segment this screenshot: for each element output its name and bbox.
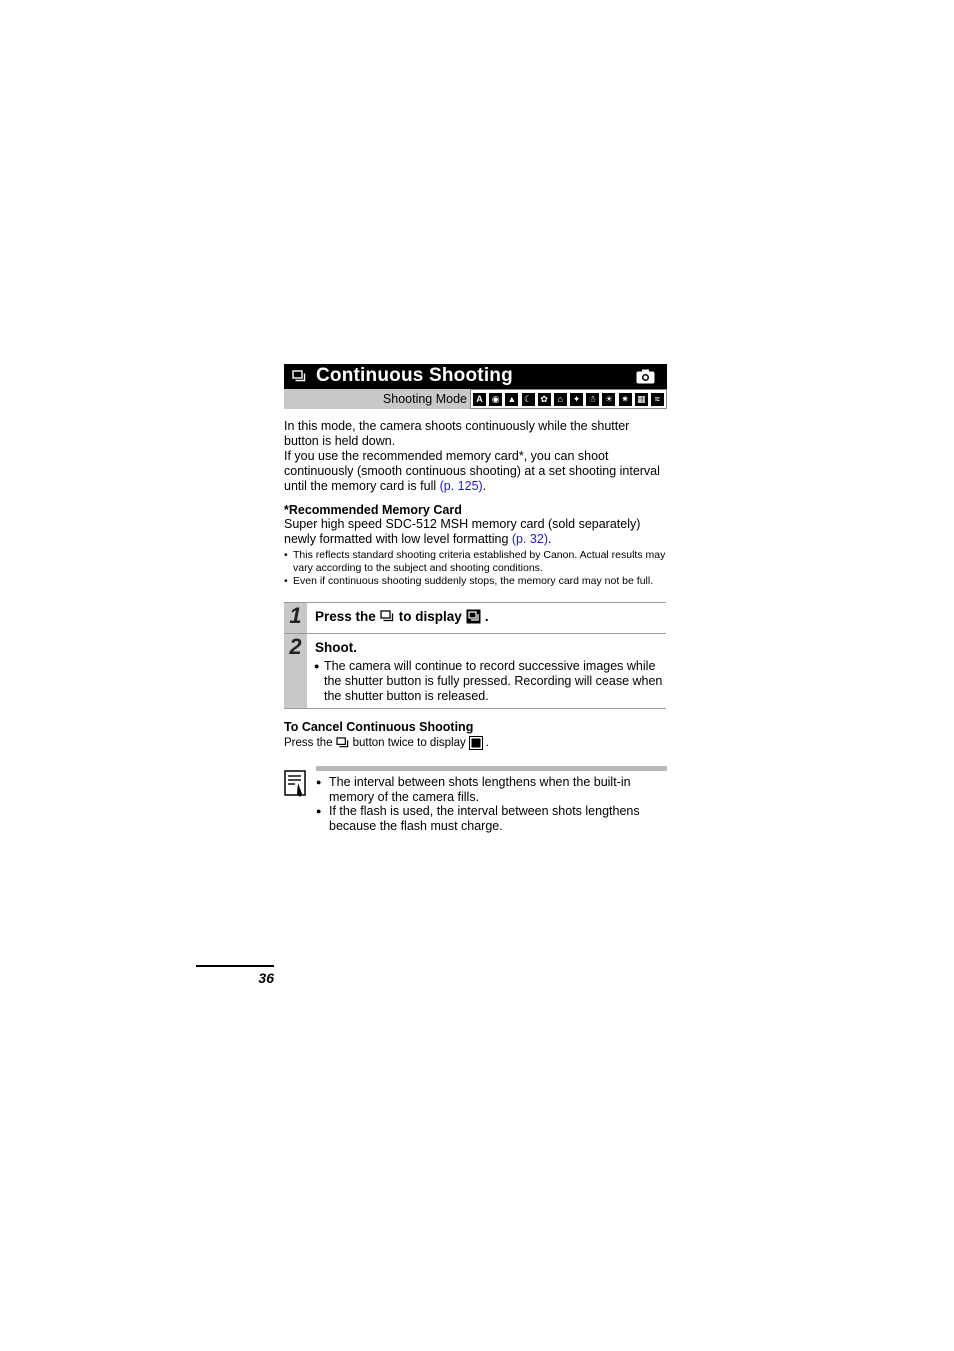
- recommended-card-body: Super high speed SDC-512 MSH memory card (sold separately) newly formatted with low level formatting: [284, 517, 641, 546]
- continuous-mode-display-icon: [466, 609, 481, 624]
- memo-icon: [284, 770, 306, 798]
- recommended-card-title: *Recommended Memory Card: [284, 503, 462, 517]
- portrait-icon: ◉: [489, 393, 502, 406]
- beach-icon: ☀: [602, 393, 615, 406]
- continuous-shooting-icon: [380, 610, 395, 623]
- list-item: • This reflects standard shooting criteria established by Canon. Actual results may vary according to the subject and shooting conditions.: [284, 549, 667, 575]
- step-bullet: ● The camera will continue to record successive images while the shutter button is fully pressed. Recording will cease when the shutter button is released.: [315, 659, 666, 704]
- section-title-bar: [284, 364, 667, 389]
- list-item: • Even if continuous shooting suddenly stops, the memory card may not be full.: [284, 575, 667, 588]
- manual-page: [284, 364, 667, 836]
- step-1-text-b: to display: [398, 608, 462, 624]
- step-1: [284, 602, 666, 633]
- cancel-title: To Cancel Continuous Shooting: [284, 720, 474, 734]
- page-number: 36: [258, 970, 274, 986]
- step-title: Shoot.: [315, 639, 357, 655]
- mode-icon-strip: [470, 389, 667, 409]
- foliage-icon: ✦: [570, 393, 583, 406]
- shooting-mode-label: Shooting Mode: [382, 392, 467, 406]
- recommended-card-end: .: [548, 532, 552, 546]
- intro-paragraph-2-text: If you use the recommended memory card*, you can shoot continuously (smooth continuous shooting) at a set shooting interval until the memory card is full: [284, 449, 660, 493]
- page-125-link[interactable]: (p. 125): [439, 479, 483, 493]
- step-body: [307, 634, 666, 708]
- landscape-icon: ▲: [505, 393, 518, 406]
- step-2: [284, 633, 666, 709]
- camera-icon: [636, 369, 655, 384]
- step-1-end: .: [484, 608, 489, 624]
- note-block: [284, 766, 667, 836]
- night-icon: ☾: [522, 393, 535, 406]
- cancel-text: [284, 736, 667, 750]
- note-list: [316, 775, 666, 833]
- section-title: Continuous Shooting: [316, 365, 513, 386]
- step-number: 1: [284, 603, 307, 633]
- snow-icon: ☃: [586, 393, 599, 406]
- step-body: [307, 603, 666, 633]
- continuous-shooting-icon: [292, 370, 307, 383]
- underwater-icon: ≈: [651, 393, 664, 406]
- page-32-link[interactable]: (p. 32): [511, 532, 549, 546]
- fireworks-icon: ✷: [619, 393, 632, 406]
- auto-mode-icon: A: [473, 393, 486, 406]
- step-number: 2: [284, 634, 307, 708]
- intro-paragraph-1: In this mode, the camera shoots continuously while the shutter button is held down.: [284, 419, 630, 448]
- kids-pets-icon: ✿: [538, 393, 551, 406]
- note-rule: [316, 766, 667, 771]
- single-shot-display-icon: [469, 736, 483, 750]
- step-1-text-a: Press the: [315, 608, 376, 624]
- footer-rule: [196, 965, 274, 967]
- aquarium-icon: ▦: [635, 393, 648, 406]
- list-item: ● The interval between shots lengthens when the built-in memory of the camera fills.: [316, 775, 666, 804]
- intro-paragraph-2: [284, 449, 667, 494]
- list-item: ● If the flash is used, the interval between shots lengthens because the flash must charge.: [316, 804, 666, 833]
- steps-block: [284, 602, 666, 709]
- indoor-icon: ⌂: [554, 393, 567, 406]
- continuous-shooting-icon: [336, 737, 350, 749]
- cancel-text-b: button twice to display: [352, 737, 466, 749]
- intro-paragraph-2-end: .: [482, 479, 487, 493]
- cancel-text-a: Press the: [284, 737, 333, 749]
- step-title: [315, 606, 666, 626]
- recommended-card-text: [284, 517, 667, 547]
- shooting-mode-row: [284, 389, 667, 409]
- cancel-text-end: .: [485, 737, 489, 749]
- recommended-card-notes: [284, 549, 667, 588]
